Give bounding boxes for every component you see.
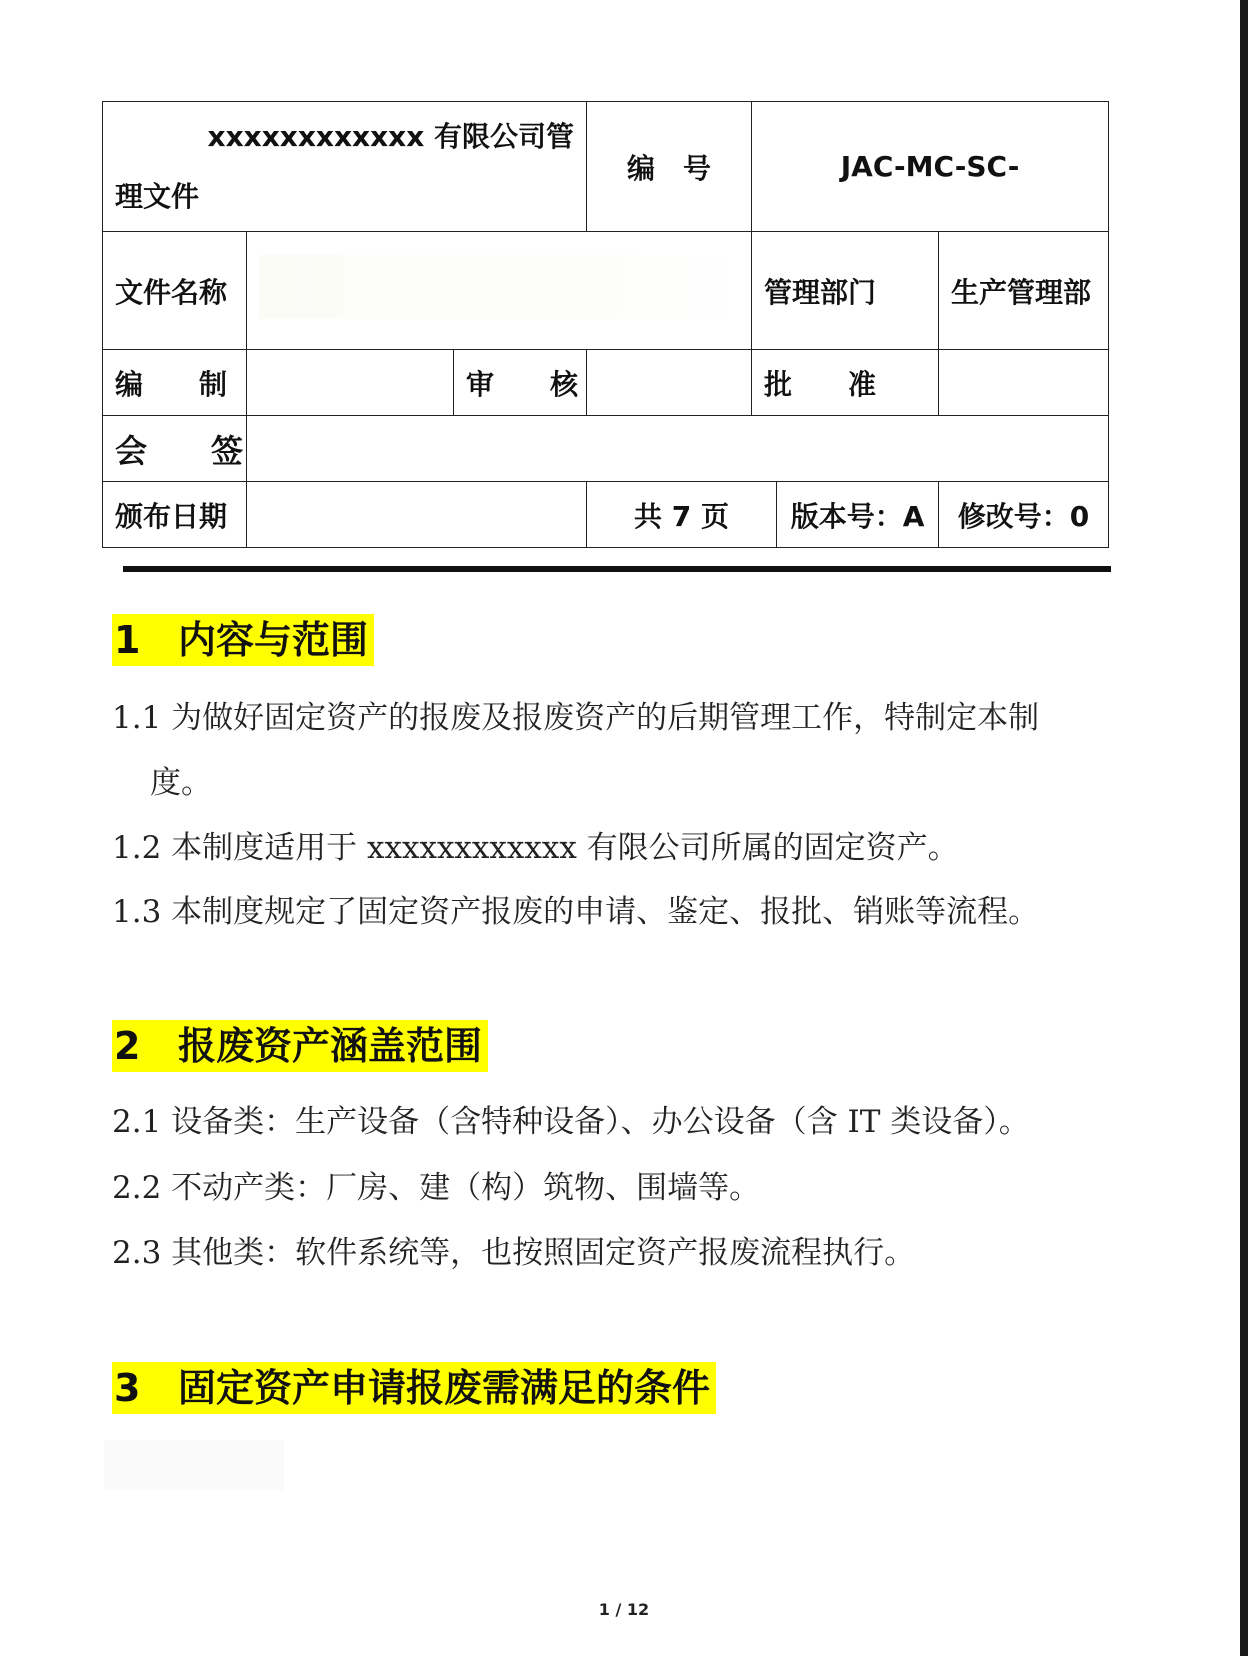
- header-row-issue: [103, 482, 1109, 548]
- header-divider-rule: [123, 566, 1111, 572]
- document-header-table: [102, 101, 1109, 548]
- paragraph-1-3: 1.3 本制度规定了固定资产报废的申请、鉴定、报批、销账等流程。: [112, 894, 1040, 930]
- issue-date-label: 颁布日期: [103, 482, 247, 548]
- paragraph-2-2: 2.2 不动产类：厂房、建（构）筑物、围墙等。: [112, 1170, 761, 1206]
- section-title-text: 固定资产申请报废需满足的条件: [178, 1366, 711, 1410]
- section-number: 2: [114, 1024, 141, 1068]
- approve-label: 批 准: [752, 350, 939, 416]
- section-heading-2: [112, 1020, 488, 1072]
- paragraph-2-1: 2.1 设备类：生产设备（含特种设备）、办公设备（含 IT 类设备）。: [112, 1104, 1030, 1140]
- countersign-label: 会 签: [103, 416, 247, 482]
- header-row-title: [103, 102, 1109, 232]
- approve-value: [939, 350, 1109, 416]
- section-heading-1: [112, 614, 374, 666]
- issue-date-value: [247, 482, 587, 548]
- section-number: 3: [114, 1366, 141, 1410]
- company-name-line1: xxxxxxxxxxxx 有限公司管: [207, 119, 575, 153]
- paragraph-1-1-cont: 度。: [150, 765, 212, 801]
- countersign-value: [247, 416, 1109, 482]
- version-number: 版本号：A: [777, 482, 939, 548]
- company-document-title: [103, 102, 587, 232]
- header-row-countersign: [103, 416, 1109, 482]
- header-row-filename: [103, 232, 1109, 350]
- dept-value: 生产管理部: [939, 232, 1109, 350]
- code-value: JAC-MC-SC-: [752, 102, 1109, 232]
- prepare-value: [247, 350, 454, 416]
- section-title-text: 内容与范围: [178, 618, 369, 662]
- section-number: 1: [114, 618, 141, 662]
- paragraph-1-2: 1.2 本制度适用于 xxxxxxxxxxxx 有限公司所属的固定资产。: [112, 830, 959, 866]
- company-name-line2: 理文件: [115, 179, 200, 213]
- paragraph-2-3: 2.3 其他类：软件系统等，也按照固定资产报废流程执行。: [112, 1235, 916, 1271]
- file-name-value: [247, 232, 752, 350]
- section-heading-3: [112, 1362, 716, 1414]
- file-name-label: 文件名称: [103, 232, 247, 350]
- review-label: 审 核: [454, 350, 587, 416]
- page-right-edge: [1240, 0, 1248, 1656]
- header-row-signoff: [103, 350, 1109, 416]
- page-number: 1 / 12: [598, 1600, 650, 1619]
- revision-number: 修改号：0: [939, 482, 1109, 548]
- total-pages: 共 7 页: [587, 482, 777, 548]
- blurred-file-name: [259, 255, 729, 319]
- blurred-content-patch: [104, 1440, 284, 1490]
- paragraph-1-1: 1.1 为做好固定资产的报废及报废资产的后期管理工作，特制定本制: [112, 700, 1040, 736]
- code-label: 编 号: [587, 102, 752, 232]
- prepare-label: 编 制: [103, 350, 247, 416]
- dept-label: 管理部门: [752, 232, 939, 350]
- section-title-text: 报废资产涵盖范围: [178, 1024, 483, 1068]
- review-value: [587, 350, 752, 416]
